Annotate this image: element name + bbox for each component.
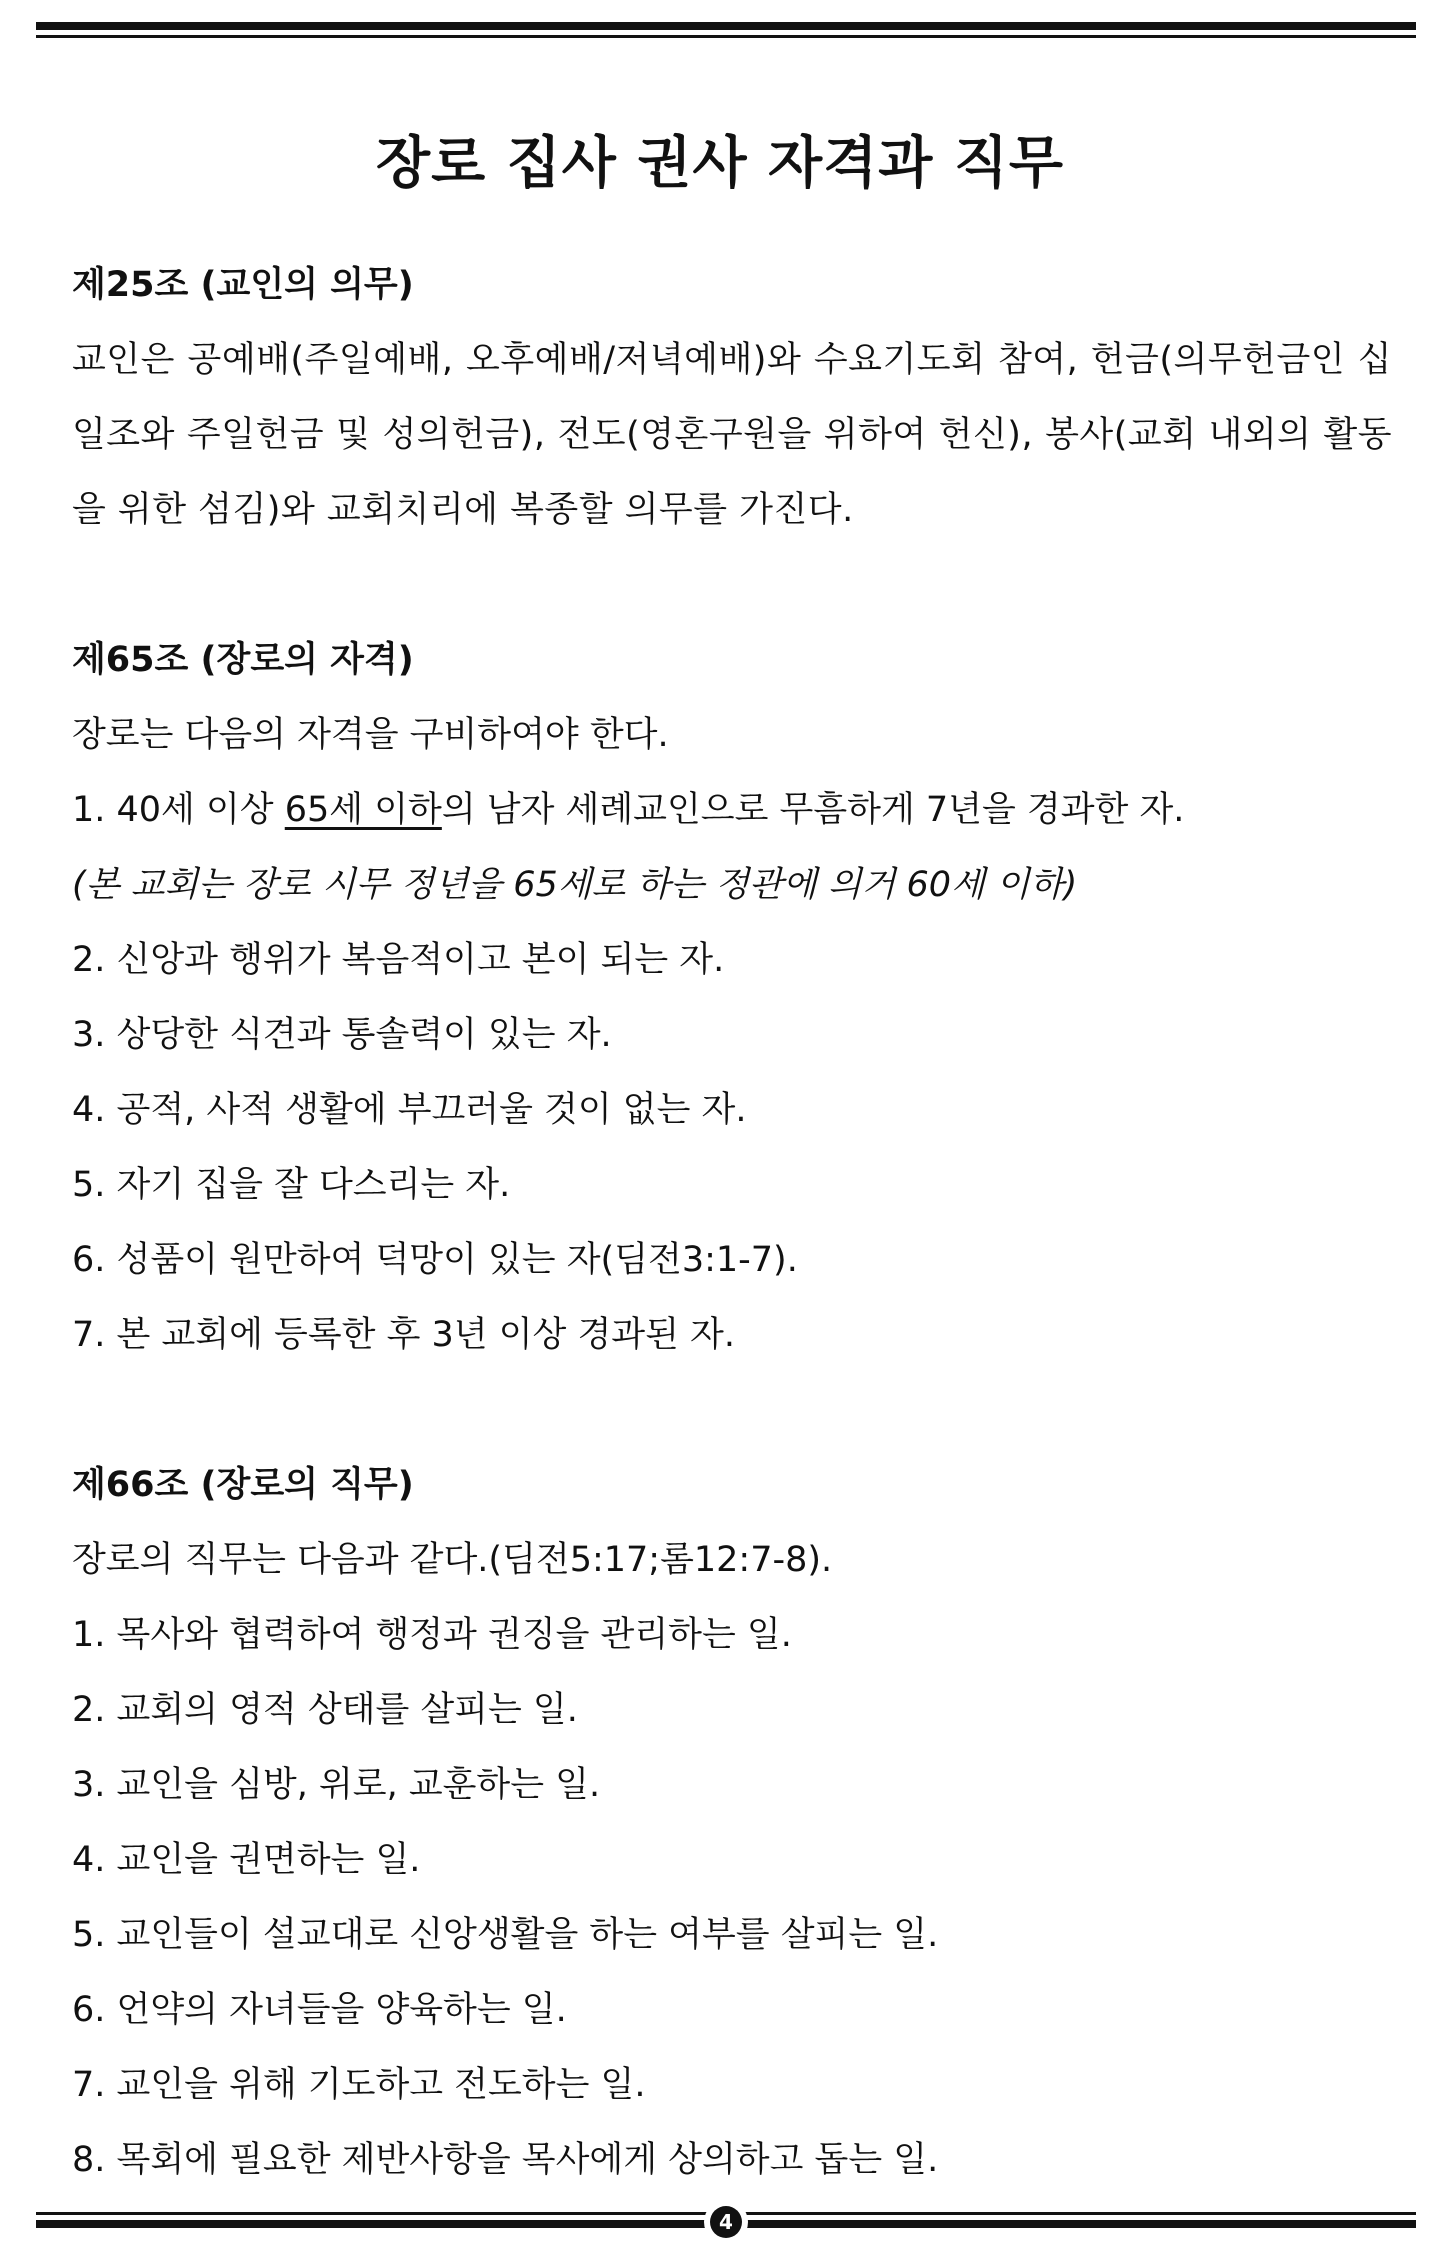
article-65-intro: 장로는 다음의 자격을 구비하여야 한다. xyxy=(72,715,669,755)
article-65-heading: 제65조 (장로의 자격) xyxy=(72,640,414,680)
article-66-item-2: 2. 교회의 영적 상태를 살피는 일. xyxy=(72,1690,578,1730)
article-66-item-4: 4. 교인을 권면하는 일. xyxy=(72,1840,421,1880)
article-25 xyxy=(72,248,1392,548)
article-66-heading: 제66조 (장로의 직무) xyxy=(72,1465,414,1505)
article-66-item-1: 1. 목사와 협력하여 행정과 권징을 관리하는 일. xyxy=(72,1615,792,1655)
bottom-rule xyxy=(36,2208,1416,2238)
article-25-body: 교인은 공예배(주일예배, 오후예배/저녁예배)와 수요기도회 참여, 헌금(의무헌금인 십일조와 주일헌금 및 성의헌금), 전도(영혼구원을 위하여 헌신), 봉사(교회 내외의 활동을 위한 섬김)와 교회치리에 복종할 의무를 가진다. xyxy=(72,340,1392,530)
article-65-note: (본 교회는 장로 시무 정년을 65세로 하는 정관에 의거 60세 이하) xyxy=(72,865,1078,905)
article-66-intro: 장로의 직무는 다음과 같다.(딤전5:17;롬12:7-8). xyxy=(72,1540,833,1580)
article-66-item-3: 3. 교인을 심방, 위로, 교훈하는 일. xyxy=(72,1765,601,1805)
article-66-item-5: 5. 교인들이 설교대로 신앙생활을 하는 여부를 살피는 일. xyxy=(72,1915,939,1955)
article-66-item-6: 6. 언약의 자녀들을 양육하는 일. xyxy=(72,1990,567,2030)
page-title: 장로 집사 권사 자격과 직무 xyxy=(375,130,1065,196)
article-65-item-5: 5. 자기 집을 잘 다스리는 자. xyxy=(72,1165,511,1205)
article-65-item-2: 2. 신앙과 행위가 복음적이고 본이 되는 자. xyxy=(72,940,725,980)
article-65 xyxy=(72,623,1392,1373)
article-25-heading: 제25조 (교인의 의무) xyxy=(72,265,414,305)
top-rule-thick xyxy=(36,22,1416,30)
article-66-item-7: 7. 교인을 위해 기도하고 전도하는 일. xyxy=(72,2065,646,2105)
article-65-item-1 xyxy=(72,773,1392,848)
article-65-item-6: 6. 성품이 원만하여 덕망이 있는 자(딤전3:1-7). xyxy=(72,1240,798,1280)
article-65-item-3: 3. 상당한 식견과 통솔력이 있는 자. xyxy=(72,1015,612,1055)
article-66 xyxy=(72,1448,1392,2198)
article-65-item-1-underlined: 65세 이하 xyxy=(284,790,442,830)
article-65-item-1-prefix: 1. 40세 이상 xyxy=(72,790,285,830)
article-65-item-7: 7. 본 교회에 등록한 후 3년 이상 경과된 자. xyxy=(72,1315,735,1355)
document-body xyxy=(72,248,1392,2198)
article-65-item-1-suffix: 의 남자 세례교인으로 무흠하게 7년을 경과한 자. xyxy=(441,790,1185,830)
page-number-badge: 4 xyxy=(710,2206,742,2238)
top-rule xyxy=(36,22,1416,38)
article-66-item-8: 8. 목회에 필요한 제반사항을 목사에게 상의하고 돕는 일. xyxy=(72,2140,939,2180)
top-rule-thin xyxy=(36,35,1416,38)
article-65-item-4: 4. 공적, 사적 생활에 부끄러울 것이 없는 자. xyxy=(72,1090,747,1130)
